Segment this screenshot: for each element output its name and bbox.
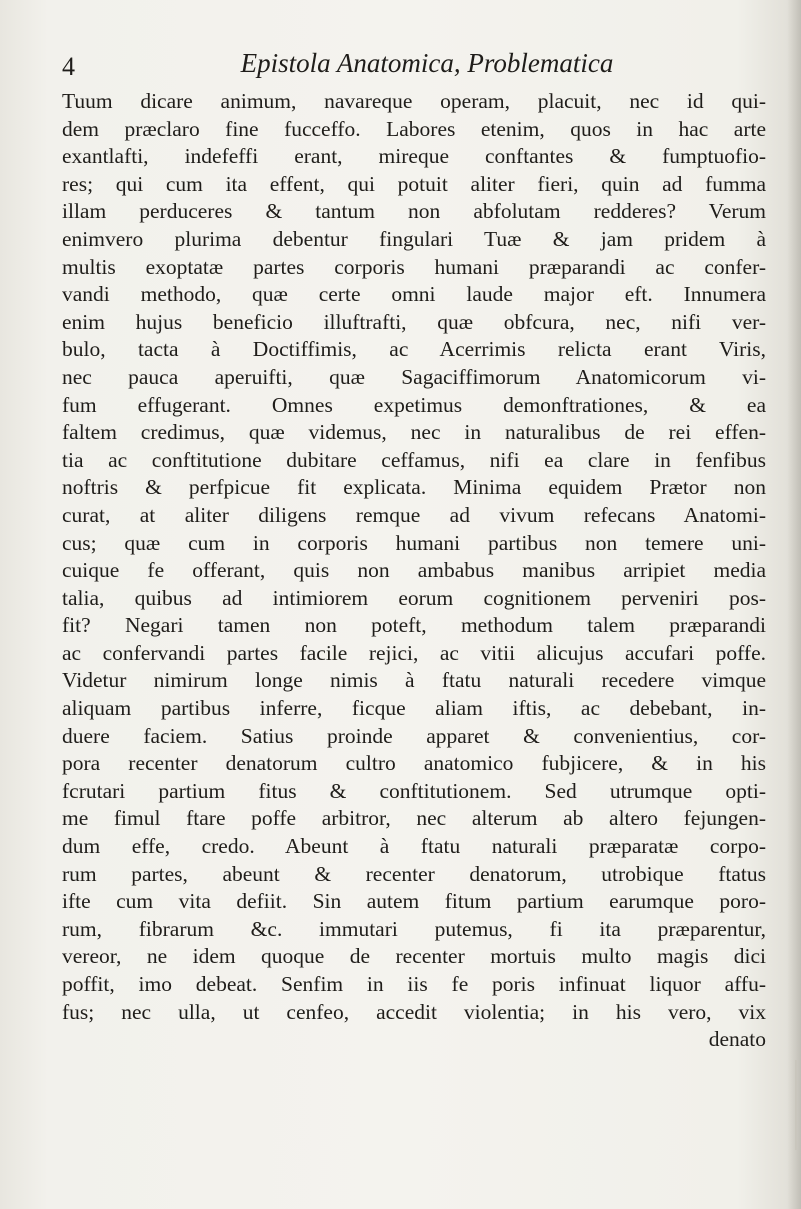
text-line: illam perduceres & tantum non abfolutam redderes? Verum — [62, 199, 766, 224]
text-line: me fimul ftare poffe arbitror, nec alterum ab altero fejungen- — [62, 806, 766, 831]
text-line: faltem credimus, quæ videmus, nec in naturalibus de rei effen- — [62, 420, 766, 445]
text-line: tia ac conftitutione dubitare ceffamus, nifi ea clare in fenfibus — [62, 447, 766, 472]
page-edge-shadow — [787, 0, 801, 1209]
text-line: vandi methodo, quæ certe omni laude major eft. Innumera — [62, 282, 766, 307]
text-line: multis exoptatæ partes corporis humani præparandi ac confer- — [62, 254, 766, 279]
text-line: ac confervandi partes facile rejici, ac vitii alicujus accufari poffe. — [62, 640, 766, 665]
text-line: cus; quæ cum in corporis humani partibus non temere uni- — [62, 530, 766, 555]
text-line: enimvero plurima debentur fingulari Tuæ & jam pridem à — [62, 226, 766, 251]
text-line: ifte cum vita defiit. Sin autem fitum partium earumque poro- — [62, 889, 766, 914]
text-line: aliquam partibus inferre, ficque aliam iftis, ac debebant, in- — [62, 696, 766, 721]
text-line: rum partes, abeunt & recenter denatorum, utrobique ftatus — [62, 861, 766, 886]
text-line: dum effe, credo. Abeunt à ftatu naturali præparatæ corpo- — [62, 834, 766, 859]
text-line: fcrutari partium fitus & conftitutionem. Sed utrumque opti- — [62, 778, 766, 803]
text-line: pora recenter denatorum cultro anatomico fubjicere, & in his — [62, 751, 766, 776]
text-line: rum, fibrarum &c. immutari putemus, fi ita præparentur, — [62, 916, 766, 941]
text-line: cuique fe offerant, quis non ambabus manibus arripiet media — [62, 558, 766, 583]
text-line: fum effugerant. Omnes expetimus demonftrationes, & ea — [62, 392, 766, 417]
text-line: noftris & perfpicue fit explicata. Minima equidem Prætor non — [62, 475, 766, 500]
running-head: Epistola Anatomica, Problematica — [240, 48, 614, 78]
text-line: exantlafti, indefeffi erant, mireque conftantes & fumptuofio- — [62, 144, 766, 169]
text-line: Videtur nimirum longe nimis à ftatu naturali recedere vimque — [62, 668, 766, 693]
text-line: nec pauca aperuifti, quæ Sagaciffimorum Anatomicorum vi- — [62, 364, 766, 389]
text-line: res; qui cum ita effent, qui potuit aliter fieri, quin ad fumma — [62, 171, 766, 196]
text-line: poffit, imo debeat. Senfim in iis fe poris infinuat liquor affu- — [62, 972, 766, 996]
body-text — [62, 88, 766, 1054]
text-line: dem præclaro fine fucceffo. Labores etenim, quos in hac arte — [62, 116, 766, 141]
text-line: talia, quibus ad intimiorem eorum cognitionem perveniri pos- — [62, 585, 766, 610]
page-number: 4 — [62, 52, 75, 81]
text-line: curat, at aliter diligens remque ad vivum refecans Anatomi- — [62, 502, 766, 527]
text-line: bulo, tacta à Doctiffimis, ac Acerrimis relicta erant Viris, — [62, 337, 766, 362]
text-line: duere faciem. Satius proinde apparet & convenientius, cor- — [62, 723, 766, 748]
page-edge-mark — [795, 1060, 797, 1150]
page-header — [62, 46, 762, 86]
text-line: fit? Negari tamen non poteft, methodum talem præparandi — [62, 613, 766, 638]
text-line: vereor, ne idem quoque de recenter mortuis multo magis dici — [62, 944, 766, 969]
text-line: Tuum dicare animum, navareque operam, placuit, nec id qui- — [62, 89, 766, 113]
catchword: denato — [708, 1027, 766, 1052]
text-line: fus; nec ulla, ut cenfeo, accedit violentia; in his vero, vix — [62, 999, 766, 1024]
text-line: enim hujus beneficio illuftrafti, quæ obfcura, nec, nifi ver- — [62, 309, 766, 334]
